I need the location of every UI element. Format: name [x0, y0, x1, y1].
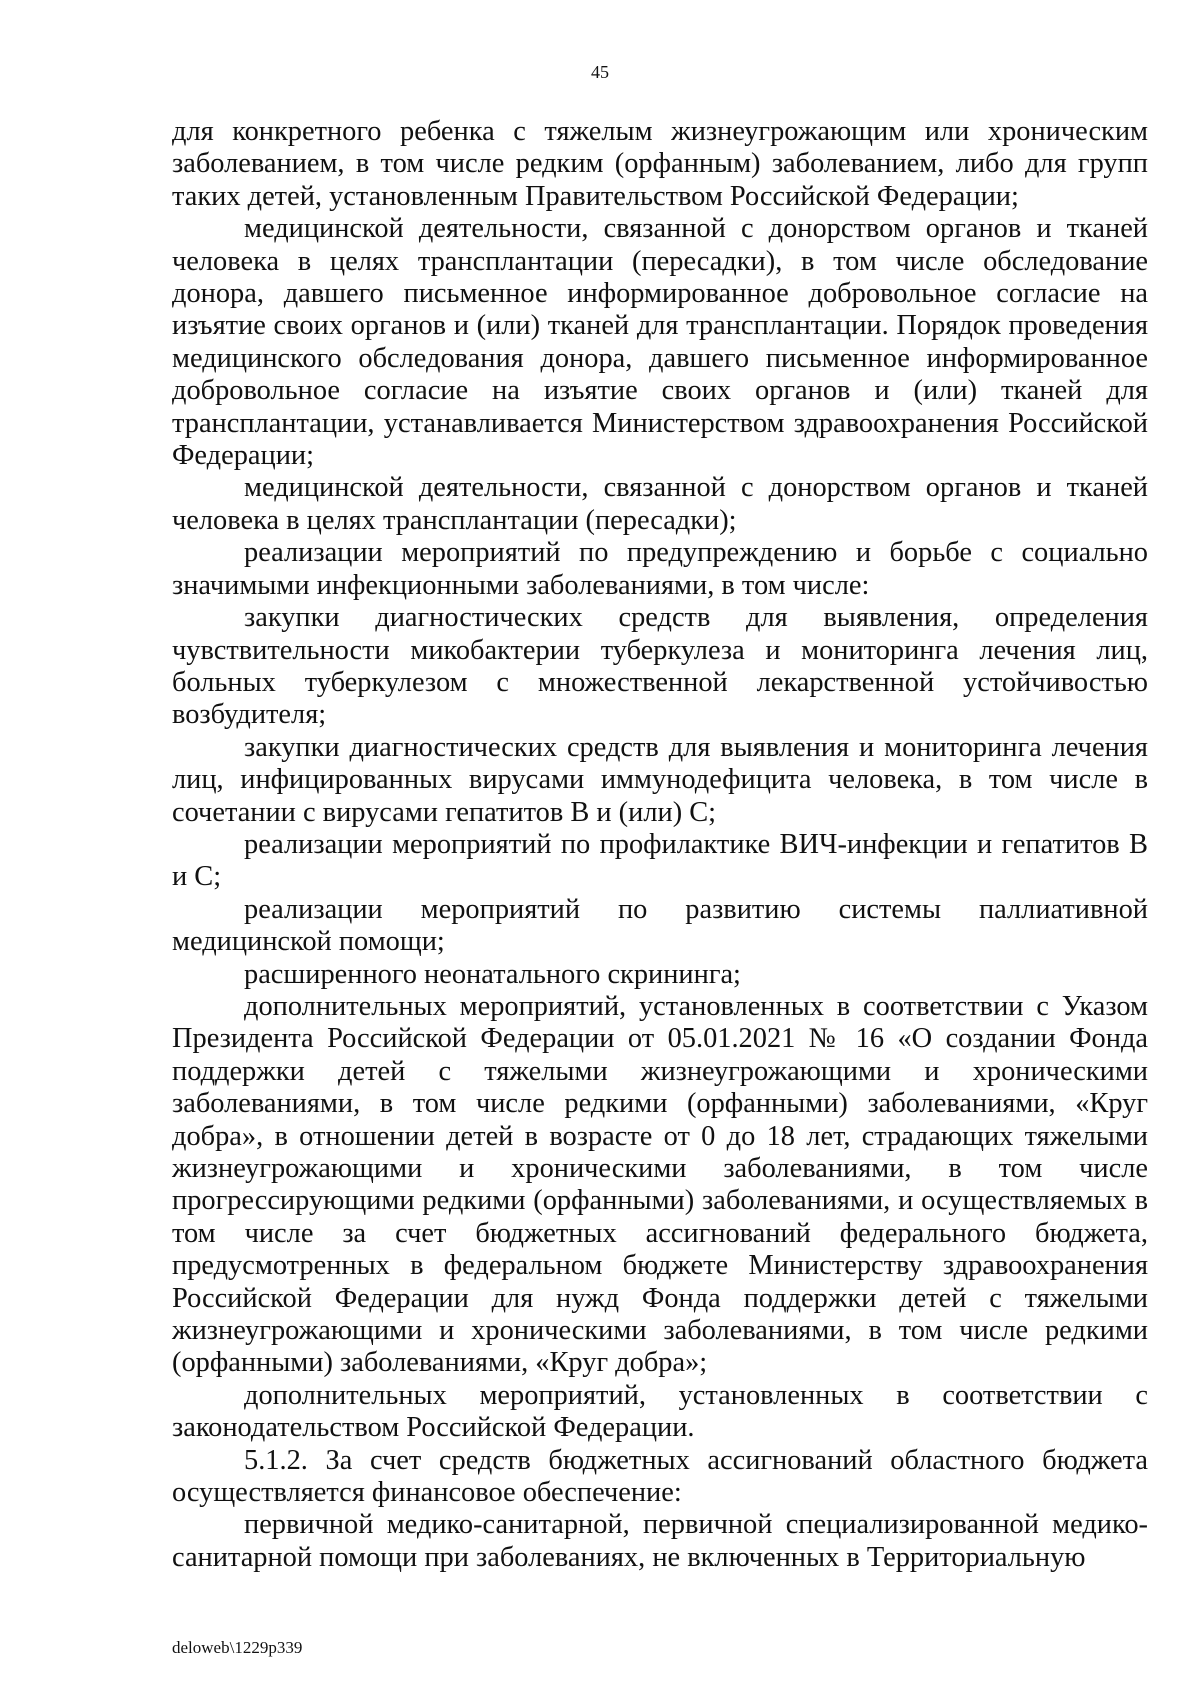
paragraph-neonatal-screening: расширенного неонатального скрининга;	[244, 958, 741, 990]
paragraph-infectious-diseases: реализации мероприятий по предупреждению и борьбе с социально значимыми инфекционными заболеваниями, в том числе:	[172, 537, 1148, 601]
document-body	[172, 116, 1148, 1574]
paragraph-krug-dobra: дополнительных мероприятий, установленных в соответствии с Указом Президента Российской Федерации от 05.01.2021 № 16 «О создании Фонда поддержки детей с тяжелыми жизнеугрожающими и хроническими заболеваниями, в том числе редкими (орфанными) заболеваниями, «Круг добра», в отношении детей в возрасте от 0 до 18 лет, страдающих тяжелыми жизнеугрожающими и хроническими заболеваниями, в том числе прогрессирующими редкими (орфанными) заболеваниями, и осуществляемых в том числе за счет бюджетных ассигнований федерального бюджета, предусмотренных в федеральном бюджете Министерству здравоохранения Российской Федерации для нужд Фонда поддержки детей с тяжелыми жизнеугрожающими и хроническими заболеваниями, в том числе редкими (орфанными) заболеваниями, «Круг добра»;	[172, 990, 1148, 1379]
paragraph-organ-donation-examination: медицинской деятельности, связанной с донорством органов и тканей человека в целях трансплантации (пересадки), в том числе обследование донора, давшего письменное информированное добровольное согласие на изъятие своих органов и (или) тканей для трансплантации. Порядок проведения медицинского обследования донора, давшего письменное информированное добровольное согласие на изъятие своих органов и (или) тканей для трансплантации, устанавливается Министерством здравоохранения Российской Федерации;	[172, 213, 1148, 472]
paragraph-tuberculosis-diagnostics: закупки диагностических средств для выявления, определения чувствительности микобактерии туберкулеза и мониторинга лечения лиц, больных туберкулезом с множественной лекарственной устойчивостью возбудителя;	[172, 602, 1148, 731]
paragraph-continuation: для конкретного ребенка с тяжелым жизнеугрожающим или хроническим заболеванием, в том числе редким (орфанным) заболеванием, либо для групп таких детей, установленным Правительством Российской Федерации;	[172, 116, 1148, 212]
paragraph-primary-care: первичной медико-санитарной, первичной специализированной медико-санитарной помощи при заболеваниях, не включенных в Территориальную	[172, 1509, 1148, 1573]
paragraph-hiv-diagnostics: закупки диагностических средств для выявления и мониторинга лечения лиц, инфицированных вирусами иммунодефицита человека, в том числе в сочетании с вирусами гепатитов B и (или) C;	[172, 731, 1148, 828]
document-code: deloweb\1229p339	[172, 1638, 303, 1657]
paragraph-additional-measures: дополнительных мероприятий, установленных в соответствии с законодательством Российской Федерации.	[172, 1379, 1148, 1444]
paragraph-organ-donation: медицинской деятельности, связанной с донорством органов и тканей человека в целях трансплантации (пересадки);	[172, 472, 1148, 536]
paragraph-hiv-prevention: реализации мероприятий по профилактике ВИЧ-инфекции и гепатитов B и C;	[172, 828, 1148, 893]
paragraph-palliative-care: реализации мероприятий по развитию системы паллиативной медицинской помощи;	[172, 893, 1148, 958]
page-number: 45	[591, 62, 609, 82]
paragraph-section-5-1-2: 5.1.2. За счет средств бюджетных ассигнований областного бюджета осуществляется финансовое обеспечение:	[172, 1444, 1148, 1509]
